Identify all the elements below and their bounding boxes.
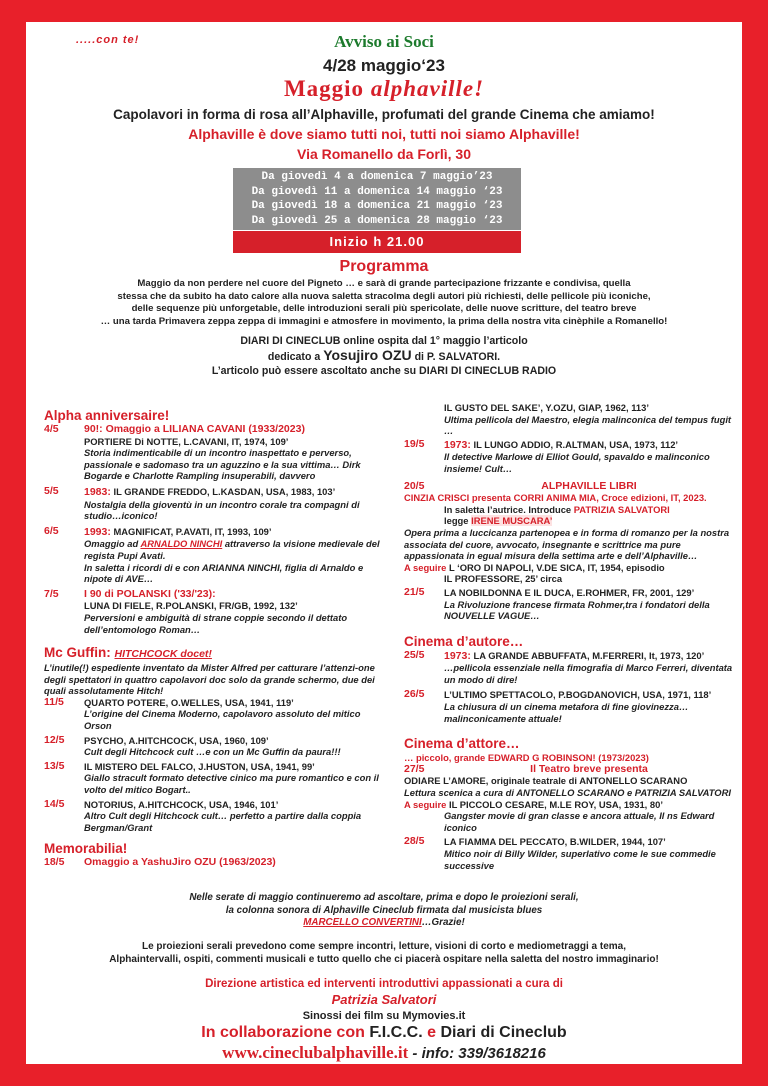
event-item (404, 402, 734, 437)
event-film: LA GRANDE ABBUFFATA, M.FERRERI, It, 1973, 120’ (470, 649, 705, 661)
dates-box (233, 168, 521, 230)
hitchcock-docet: HITCHCOCK docet! (114, 648, 212, 661)
event-desc: Omaggio ad (84, 538, 141, 550)
event-item (44, 697, 382, 732)
phone-info: - info: 339/3618216 (408, 1045, 546, 1062)
contact-line (26, 1043, 742, 1063)
event-item (44, 589, 382, 635)
ficc: F.I.C.C. (369, 1024, 423, 1041)
a-seguire: A seguire (404, 561, 447, 573)
arnaldo-ninchi: ARNALDO NINCHI (140, 538, 223, 550)
event-item (404, 689, 734, 724)
diari-cineclub: Diari di Cineclub (440, 1024, 567, 1041)
section-desc: L’inutile(!) espediente inventato da Mister Alfred per catturare l’attenzi-one degli spettatori in quattro capolavori doc solo da grande schermo, due dei quali assolutamente Hitch! (44, 662, 375, 697)
event-date: 28/5 (404, 835, 425, 848)
diari-notice (26, 334, 742, 378)
diari-line-3: L’articolo può essere ascoltato anche su DIARI DI CINECLUB RADIO (211, 365, 557, 377)
event-film: L ‘ORO DI NAPOLI, V.DE SICA, IT, 1954, episodio (446, 561, 665, 573)
event-heading: I 90 di POLANSKI ('33/'23): (84, 587, 216, 600)
avviso-title: Avviso ai Soci (334, 32, 434, 51)
intro-line: stessa che da subito ha dato calore alla nuova saletta stracolma degli autori più richiesti, delle pellicole più iconiche, (117, 290, 651, 302)
event-film: IL PROFESSORE, 25’ circa (444, 573, 563, 585)
address: Via Romanello da Forlì, 30 (296, 146, 471, 162)
introducer: PATRIZIA SALVATORI (573, 503, 670, 515)
diari-line-1: DIARI DI CINECLUB online ospita dal 1° maggio l’articolo (240, 335, 528, 347)
event-date: 5/5 (44, 484, 59, 497)
event-date: 7/5 (44, 587, 59, 600)
event-item (44, 761, 382, 796)
event-item (404, 481, 734, 493)
event-date: 20/5 (404, 479, 425, 492)
note-line: Alphaintervalli, ospiti, commenti musicali e tutto quello che ci piacerà ospitare nella saletta del nostro immaginario! (109, 954, 659, 965)
date-line: Da giovedì 25 a domenica 28 maggio ‘23 (251, 214, 503, 227)
event-film: LA FIAMMA DEL PECCATO, B.WILDER, 1944, 107’ (444, 836, 666, 848)
diari-text: dedicato a (267, 351, 324, 363)
direction-credit: Direzione artistica ed interventi introduttivi appassionati a cura di (205, 978, 563, 990)
event-film: IL PICCOLO CESARE, M.LE ROY, USA, 1931, 80’ (446, 798, 663, 810)
event-item (404, 587, 734, 622)
event-date: 12/5 (44, 733, 65, 746)
event-desc: Perversioni e ambiguità di strane coppie secondo il dettato dell’entomologo Roman… (84, 611, 348, 635)
event-desc: Giallo stracult formato detective cinico ma pure romantico e con il volto del mitico Bogart.. (84, 772, 379, 796)
music-note (26, 892, 742, 930)
event-heading: 90!: Omaggio a LILIANA CAVANI (1933/2023) (84, 423, 305, 435)
intro-line: … una tarda Primavera zeppa zeppa di immagini e atmosfere in movimento, la prima della nostra vita cinèphile a Romanello! (100, 315, 668, 327)
event-desc: La chiusura di un cinema metafora di fine giovinezza… malinconicamente attuale! (444, 701, 689, 724)
event-desc: Altro Cult degli Hitchcock cult… perfetto a partire dalla coppia Bergman/Grant (84, 810, 362, 833)
event-desc: In saletta i ricordi di e con ARIANNA NINCHI, figlia di Arnaldo e nipote di AVE… (84, 561, 364, 585)
event-date: 25/5 (404, 648, 425, 661)
event-date: 18/5 (44, 856, 65, 869)
event-desc: Opera prima a luccicanza partenopea e in forma di romanzo per la nostra associata del cuore, avvocato, insegnante e scrittrice ma pure appassionata in egual misura della settima arte e dell’Alphaville… (404, 526, 730, 562)
event-date: 6/5 (44, 524, 59, 537)
event-item (44, 799, 382, 834)
event-date: 4/5 (44, 423, 59, 435)
music-line: Nelle serate di maggio continueremo ad ascoltare, prima e dopo le proiezioni serali, (189, 892, 579, 903)
a-seguire: A seguire (404, 798, 447, 810)
event-item (404, 650, 734, 686)
date-range: 4/28 maggio‘23 (323, 56, 445, 75)
event-desc: La Rivoluzione francese firmata Rohmer,tra i fondatori della NOUVELLE VAGUE… (444, 598, 710, 622)
event-date: 26/5 (404, 688, 425, 701)
event-film: PORTIERE Di NOTTE, L.CAVANI, IT, 1974, 109’ (84, 435, 289, 447)
event-item (44, 424, 382, 482)
event-item (44, 735, 382, 758)
event-heading: Omaggio a YashuJiro OZU (1963/2023) (84, 856, 276, 869)
event-date-spacer (404, 402, 444, 437)
collab-text: e (422, 1024, 441, 1041)
event-film: QUARTO POTERE, O.WELLES, USA, 1941, 119’ (84, 696, 294, 708)
event-heading: 1983: (84, 485, 111, 498)
event-film: IL GUSTO DEL SAKE’, Y.OZU, GIAP, 1962, 113’ (444, 402, 649, 413)
event-desc: Storia indimenticabile di un incontro inaspettato e perverso, passionale e sadomaso tra un aguzzino e la sua vittima… Dirk Bogarde e Charlotte Rampling insuperabili, davvero (84, 447, 361, 482)
event-desc: Lettura scenica a cura di ANTONELLO SCARANO e PATRIZIA SALVATORI (404, 787, 731, 799)
intro-text (46, 278, 722, 328)
event-film: NOTORIUS, A.HITCHCOCK, USA, 1946, 101’ (84, 798, 279, 810)
sinossi-note: Sinossi dei film su Mymovies.it (302, 1010, 466, 1022)
event-item (404, 439, 734, 475)
event-note: In saletta l’autrice. Introduce (444, 503, 574, 515)
intro-line: Maggio da non perdere nel cuore del Pigneto … e sarà di grande partecipazione frizzante e condivisa, quella (137, 278, 631, 289)
event-date: 21/5 (404, 585, 425, 598)
event-film: IL MISTERO DEL FALCO, J.HUSTON, USA, 1941, 99’ (84, 760, 315, 772)
poster-sheet (26, 22, 742, 1064)
event-item (44, 526, 382, 585)
event-desc: …pellicola essenziale nella fimografia di Marco Ferreri, diventata un modo di dire! (444, 662, 733, 685)
main-title-a: Maggio (283, 76, 371, 101)
collab-text: In collaborazione con (201, 1024, 370, 1041)
date-line: Da giovedì 4 a domenica 7 maggio’23 (261, 171, 493, 183)
event-film: L’ULTIMO SPETTACOLO, P.BOGDANOVICH, USA, 1971, 118’ (444, 689, 712, 701)
subtitle: Capolavori in forma di rosa all’Alphaville, profumati del grande Cinema che amiamo! (113, 107, 655, 122)
event-film: IL GRANDE FREDDO, L.KASDAN, USA, 1983, 103’ (110, 485, 336, 497)
event-desc: Cult degli Hitchcock cult …e con un Mc Guffin da paura!!! (84, 746, 341, 758)
event-desc: Nostalgia della gioventù in un incontro corale tra compagni di studio…iconico! (84, 498, 360, 522)
section-heading-text: Mc Guffin: (44, 645, 115, 661)
section-heading: Memorabilia! (44, 841, 128, 857)
date-line: Da giovedì 18 a domenica 21 maggio ‘23 (251, 200, 503, 212)
section-heading: Alpha anniversaire! (44, 408, 170, 423)
event-date: 27/5 (404, 762, 425, 775)
event-film: IL LUNGO ADDIO, R.ALTMAN, USA, 1973, 112’ (470, 438, 679, 450)
event-date: 19/5 (404, 437, 425, 450)
event-item (44, 857, 382, 869)
music-line: …Grazie! (421, 917, 465, 928)
event-heading: Il Teatro breve presenta (530, 762, 648, 775)
intro-line: delle sequenze più unforgetable, delle introduzioni serali più spericolate, delle nuove scritture, del teatro breve (131, 303, 637, 315)
event-note: legge (444, 515, 472, 527)
section-heading (44, 645, 382, 662)
diari-line-2 (26, 348, 742, 364)
diari-text: di P. SALVATORI. (411, 351, 501, 363)
event-desc: Mitico noir di Billy Wilder, superlativo come le sue commedie successive (444, 848, 716, 871)
event-desc: Il detective Marlowe di Elliot Gould, spavaldo e malinconico insieme! Cult… (444, 451, 710, 474)
program-note (36, 940, 732, 966)
event-desc: attraverso la visione medievale del regista Pupi Avati. (84, 538, 380, 561)
event-film: ODIARE L’AMORE, originale teatrale di ANTONELLO SCARANO (404, 775, 688, 787)
reader: IRENE MUSCARA’ (471, 515, 553, 527)
event-film: LUNA DI FIELE, R.POLANSKI, FR/GB, 1992, 132’ (84, 600, 298, 612)
website-link[interactable]: www.cineclubalphaville.it (222, 1043, 409, 1062)
section-subheading: … piccolo, grande EDWARD G ROBINSON! (1973/2023) (404, 752, 649, 764)
event-desc: L’origine del Cinema Moderno, capolavoro assoluto del mitico Orson (84, 708, 361, 732)
event-film: LA NOBILDONNA E IL DUCA, E.ROHMER, FR, 2001, 129’ (444, 586, 695, 598)
program-right-column (404, 402, 734, 871)
con-te-tagline: .....con te! (76, 34, 140, 46)
event-item (44, 486, 382, 522)
book-presentation: CINZIA CRISCI presenta CORRI ANIMA MIA, Croce edizioni, IT, 2023. (404, 492, 707, 504)
date-line: Da giovedì 11 a domenica 14 maggio ‘23 (251, 185, 503, 198)
section-heading: Cinema d’attore… (404, 736, 520, 752)
note-line: Le proiezioni serali prevedono come sempre incontri, letture, visioni di corto e mediometraggi a tema, (141, 941, 626, 952)
musician-name: MARCELLO CONVERTINI (303, 917, 422, 928)
program-left-column (44, 402, 382, 869)
event-date: 13/5 (44, 759, 65, 772)
event-item (404, 836, 734, 871)
event-date: 14/5 (44, 797, 65, 810)
event-film: MAGNIFICAT, P.AVATI, IT, 1993, 109’ (110, 525, 272, 537)
programma-heading: Programma (339, 258, 429, 275)
event-date: 11/5 (44, 695, 64, 708)
section-heading: Cinema d’autore… (404, 633, 524, 649)
event-heading: 1993: (84, 525, 111, 538)
slogan: Alphaville è dove siamo tutti noi, tutti noi siamo Alphaville! (188, 126, 580, 142)
director-name: Patrizia Salvatori (331, 992, 437, 1007)
event-item (404, 764, 734, 776)
event-film: PSYCHO, A.HITCHCOCK, USA, 1960, 109’ (84, 734, 269, 746)
collaboration-line (26, 1024, 742, 1042)
event-desc: Ultima pellicola del Maestro, elegia malinconica del tempus fugit … (444, 413, 732, 437)
event-desc: Gangster movie di gran classe e ancora attuale, Il ns Edward iconico (444, 810, 715, 833)
event-heading: ALPHAVILLE LIBRI (541, 479, 637, 492)
ozu-name: Yosujiro OZU (323, 347, 412, 363)
event-heading: 1973: (444, 438, 471, 451)
music-line: la colonna sonora di Alphaville Cineclub firmata dal musicista blues (225, 904, 543, 916)
main-title (26, 76, 742, 102)
event-heading: 1973: (444, 649, 471, 662)
main-title-b: alphaville! (370, 76, 485, 101)
start-time-banner: Inizio h 21.00 (233, 231, 521, 253)
